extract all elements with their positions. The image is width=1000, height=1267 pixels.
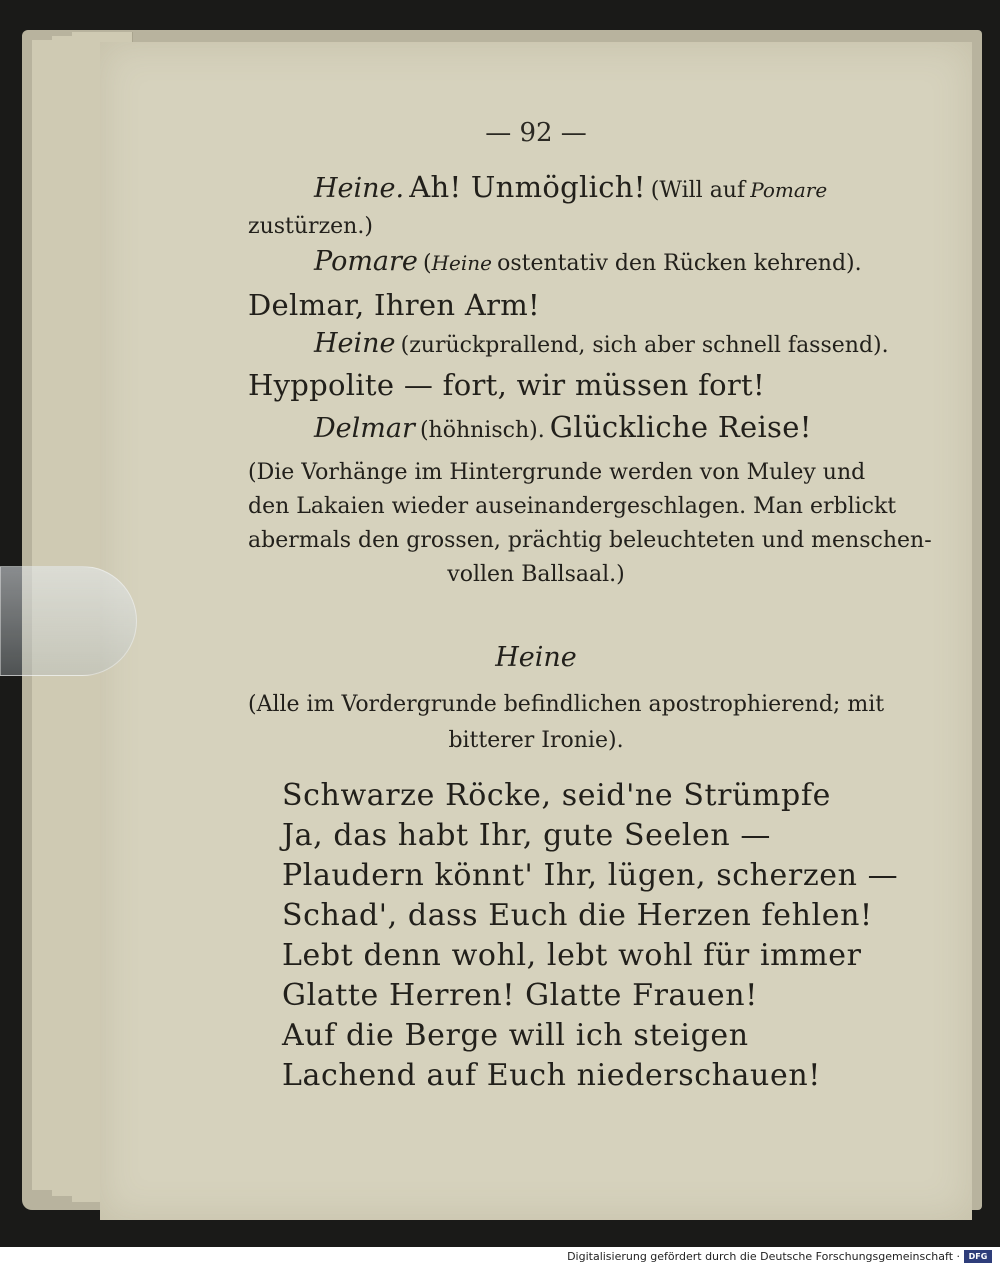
line-6: Hyppolite — fort, wir müssen fort! — [248, 368, 765, 402]
section-heading: Heine — [495, 642, 577, 673]
stage-direction-1: (Die Vorhänge im Hintergrunde werden von Muley und — [248, 460, 866, 485]
verse-line: Lebt denn wohl, lebt wohl für immer — [282, 938, 862, 973]
verse-line: Ja, das habt Ihr, gute Seelen — — [282, 818, 772, 853]
line-7-text: Glückliche Reise! — [549, 410, 812, 444]
speaker-heine: Heine — [314, 328, 396, 359]
footer-bar — [0, 1247, 1000, 1267]
speaker-heine: Heine. — [314, 173, 405, 204]
verse-line: Plaudern könnt' Ihr, lügen, scherzen — — [282, 858, 899, 893]
verse-line: Schwarze Röcke, seid'ne Strümpfe — [282, 778, 831, 813]
page-number: — 92 — — [485, 118, 587, 148]
stage-direction: (zurückprallend, sich aber schnell fassend). — [400, 333, 889, 358]
footer-credit: Digitalisierung gefördert durch die Deutsche Forschungsgemeinschaft · — [567, 1250, 960, 1263]
page-holder-clip — [0, 566, 137, 676]
stage-direction-4: vollen Ballsaal.) — [447, 562, 625, 587]
line-5 — [314, 328, 889, 359]
speaker-pomare: Pomare — [314, 246, 418, 277]
line-7 — [314, 410, 812, 444]
stage-direction-3: abermals den grossen, prächtig beleuchteten und menschen- — [248, 528, 932, 553]
stage-direction-5: (Alle im Vordergrunde befindlichen apostrophierend; mit — [248, 692, 885, 717]
paren-open: ( — [423, 251, 432, 276]
stage-direction: ostentativ den Rücken kehrend). — [497, 251, 862, 276]
verse-line: Schad', dass Euch die Herzen fehlen! — [282, 898, 873, 933]
name-pomare: Pomare — [750, 178, 828, 202]
stage-direction-2: den Lakaien wieder auseinandergeschlagen. Man erblickt — [248, 494, 897, 519]
name-heine: Heine — [431, 251, 492, 275]
stage-direction-6: bitterer Ironie). — [448, 728, 624, 753]
line-3 — [314, 246, 862, 277]
line-1-text: Ah! Unmöglich! — [409, 170, 646, 204]
speaker-delmar: Delmar — [314, 413, 415, 444]
verse-line: Auf die Berge will ich steigen — [282, 1018, 749, 1053]
line-4: Delmar, Ihren Arm! — [248, 288, 541, 322]
verse-line: Lachend auf Euch niederschauen! — [282, 1058, 821, 1093]
book-page — [100, 42, 972, 1220]
line-2: zustürzen.) — [248, 214, 373, 239]
stage-direction: (höhnisch). — [419, 418, 545, 443]
stage-direction: (Will auf — [650, 178, 746, 203]
line-1 — [314, 170, 827, 204]
verse-line: Glatte Herren! Glatte Frauen! — [282, 978, 758, 1013]
dfg-logo-icon: DFG — [964, 1250, 992, 1263]
